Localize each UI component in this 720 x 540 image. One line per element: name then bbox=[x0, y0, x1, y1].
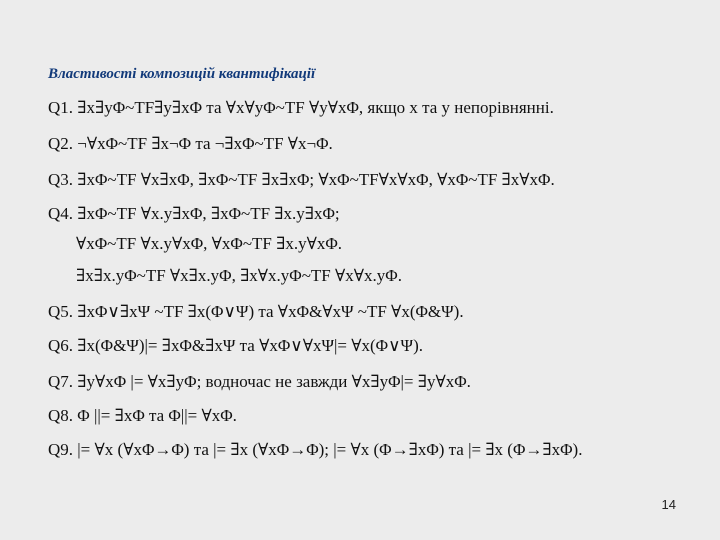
property-q4: Q4. ∃xΦ~TF ∀x.y∃xΦ, ∃xΦ~TF ∃x.y∃xΦ; bbox=[48, 204, 340, 223]
property-q4-cont-1: ∀xΦ~TF ∀x.y∀xΦ, ∀xΦ~TF ∃x.y∀xΦ. bbox=[76, 234, 343, 253]
property-q4-cont-2: ∃x∃x.yΦ~TF ∀x∃x.yΦ, ∃x∀x.yΦ~TF ∀x∀x.yΦ. bbox=[76, 266, 402, 285]
property-q8: Q8. Φ ||= ∃xΦ та Φ||= ∀xΦ. bbox=[48, 406, 237, 425]
page-number: 14 bbox=[661, 497, 676, 512]
slide-heading: Властивості композицій квантифікації bbox=[48, 66, 316, 82]
property-q9: Q9. |= ∀x (∀xΦ→Φ) та |= ∃x (∀xΦ→Φ); |= ∀x (Φ→∃xΦ) та |= ∃x (Φ→∃xΦ). bbox=[48, 440, 583, 459]
property-q6: Q6. ∃x(Φ&Ψ)|= ∃xΦ&∃xΨ та ∀xΦ∨∀xΨ|= ∀x(Φ∨Ψ). bbox=[48, 336, 423, 355]
property-q3: Q3. ∃xΦ~TF ∀x∃xΦ, ∃xΦ~TF ∃x∃xΦ; ∀xΦ~TF∀x∀xΦ, ∀xΦ~TF ∃x∀xΦ. bbox=[48, 170, 555, 189]
property-q2: Q2. ¬∀xΦ~TF ∃x¬Φ та ¬∃xΦ~TF ∀x¬Φ. bbox=[48, 134, 333, 153]
property-q5: Q5. ∃xΦ∨∃xΨ ~TF ∃x(Φ∨Ψ) та ∀xΦ&∀xΨ ~TF ∀x(Φ&Ψ). bbox=[48, 302, 464, 321]
property-q7: Q7. ∃y∀xΦ |= ∀x∃yΦ; водночас не завжди ∀x∃yΦ|= ∃y∀xΦ. bbox=[48, 372, 471, 391]
property-q1: Q1. ∃x∃yΦ~TF∃y∃xΦ та ∀x∀yΦ~TF ∀y∀xΦ, якщо x та y непорівнянні. bbox=[48, 98, 554, 117]
